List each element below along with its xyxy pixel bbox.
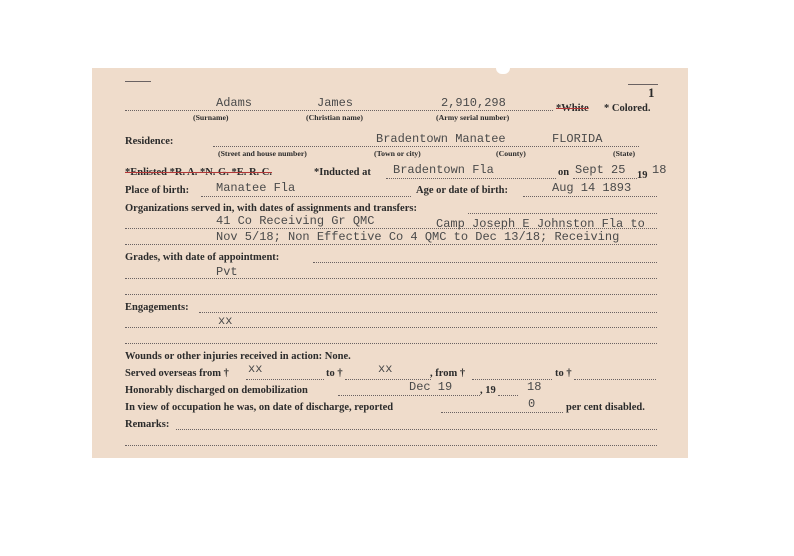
race-white-struck: *White: [556, 103, 589, 114]
birthplace-value: Manatee Fla: [216, 181, 296, 195]
engagements-line-1: [125, 327, 657, 328]
organizations-entry-1: 41 Co Receiving Gr QMC: [216, 214, 375, 228]
race-colored: * Colored.: [604, 103, 651, 114]
overseas-to2-line: [574, 379, 656, 380]
birthplace-label: Place of birth:: [125, 185, 190, 196]
inducted-date-value: Sept 25: [575, 163, 626, 177]
grades-line-2: [125, 294, 657, 295]
overseas-to2-label: to †: [555, 368, 572, 379]
organizations-label: Organizations served in, with dates of assignments and transfers:: [125, 203, 417, 214]
disability-value: 0: [528, 397, 536, 411]
remarks-line-1: [125, 445, 657, 446]
date-line: [573, 178, 637, 179]
organizations-entry-1b: Camp Joseph E Johnston Fla to: [436, 217, 645, 231]
engagements-label: Engagements:: [125, 302, 189, 313]
disability-suffix: per cent disabled.: [566, 402, 645, 413]
overseas-from-line: [246, 379, 324, 380]
serial-caption: (Army serial number): [436, 113, 510, 122]
organizations-line-0: [468, 213, 657, 214]
birthdate-value: Aug 14 1893: [552, 181, 632, 195]
inducted-label: *Inducted at: [314, 167, 371, 178]
surname-value: Adams: [216, 96, 253, 110]
organizations-entry-2: Nov 5/18; Non Effective Co 4 QMC to Dec 13/18; Receiving: [216, 230, 620, 244]
engagements-value: xx: [218, 314, 233, 328]
engagements-line-2: [125, 343, 657, 344]
on-label: on: [558, 167, 570, 178]
discharge-date-line: [338, 395, 480, 396]
card-number: 1: [648, 85, 655, 100]
wounds-label: Wounds or other injuries received in action: None.: [125, 351, 351, 362]
inducted-place-value: Bradentown Fla: [393, 163, 494, 177]
street-caption: (Street and house number): [218, 149, 307, 158]
remarks-line-0: [176, 429, 657, 430]
organizations-line-2: [125, 244, 657, 245]
disability-label: In view of occupation he was, on date of discharge, reported: [125, 402, 394, 413]
overseas-to-label: to †: [326, 368, 343, 379]
residence-town-value: Bradentown Manatee: [376, 132, 506, 146]
discharge-date-value: Dec 19: [409, 380, 453, 394]
top-left-rule: [125, 81, 151, 82]
grade-value: Pvt: [216, 265, 238, 279]
name-line: [125, 110, 553, 111]
residence-label: Residence:: [125, 136, 174, 147]
overseas-to-value: xx: [378, 362, 393, 376]
inducted-year-value: 18: [652, 163, 667, 177]
overseas-from-value: xx: [248, 362, 263, 376]
town-caption: (Town or city): [374, 149, 421, 158]
surname-caption: (Surname): [193, 113, 229, 122]
discharge-label: Honorably discharged on demobilization: [125, 385, 308, 396]
serial-number-value: 2,910,298: [441, 96, 506, 110]
overseas-from2-label: , from †: [430, 368, 466, 379]
state-caption: (State): [613, 149, 636, 158]
remarks-label: Remarks:: [125, 419, 170, 430]
residence-line: [213, 146, 639, 147]
engagements-line-0: [199, 312, 657, 313]
discharge-year-value: 18: [527, 380, 542, 394]
discharge-year-line: [498, 395, 518, 396]
inducted-line: [386, 178, 556, 179]
grades-line-0: [313, 262, 657, 263]
christian-name-value: James: [317, 96, 354, 110]
overseas-label: Served overseas from †: [125, 368, 229, 379]
christian-name-caption: (Christian name): [306, 113, 363, 122]
residence-state-value: FLORIDA: [552, 132, 603, 146]
county-caption: (County): [496, 149, 526, 158]
birthplace-line: [201, 196, 411, 197]
birthdate-label: Age or date of birth:: [416, 185, 508, 196]
discharge-year-sep: , 19: [480, 385, 496, 396]
enlistment-options-struck: *Enlisted *R. A. *N. G. *E. R. C.: [125, 167, 273, 178]
grades-line-1: [125, 278, 657, 279]
disability-line: [441, 412, 563, 413]
year-prefix: 19: [637, 170, 648, 181]
birthdate-line: [523, 196, 657, 197]
grades-label: Grades, with date of appointment:: [125, 252, 280, 263]
